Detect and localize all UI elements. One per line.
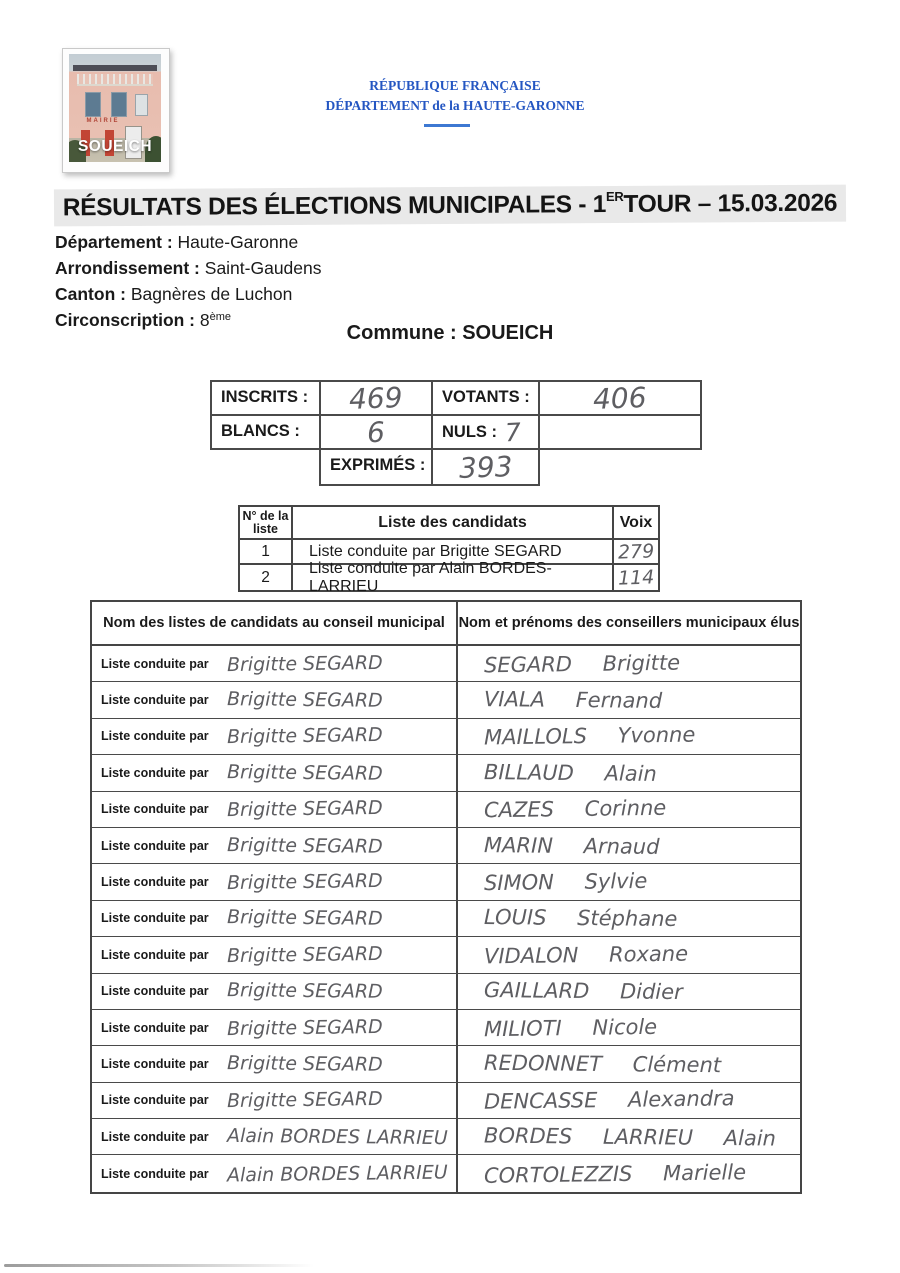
elected-name-handwritten: LOUIS Stéphane: [483, 905, 678, 932]
list-cell: [92, 682, 458, 717]
votes-handwritten-value: 279: [617, 539, 655, 564]
lists-table-header: [240, 507, 658, 540]
votes-handwritten-value: 114: [617, 565, 655, 590]
list-name: Liste conduite par Alain BORDES-LARRIEU: [293, 565, 614, 590]
table-row: [92, 719, 800, 755]
elected-cell: [458, 864, 800, 899]
list-prefix: Liste conduite par: [101, 984, 209, 999]
list-prefix: Liste conduite par: [101, 838, 209, 853]
photo-caption: SOUEICH: [77, 138, 153, 155]
document-metadata: [55, 229, 322, 336]
inscrits-handwritten-value: 469: [348, 380, 404, 416]
table-row: [92, 1155, 800, 1191]
departement-line: [55, 229, 322, 255]
elected-cell: [458, 755, 800, 790]
elected-cell: [458, 828, 800, 863]
list-prefix: Liste conduite par: [101, 1020, 209, 1035]
elected-cell: [458, 646, 800, 681]
arrondissement-value: Saint-Gaudens: [204, 258, 322, 278]
col-header-list-name: Liste des candidats: [293, 507, 614, 538]
arrondissement-label: Arrondissement :: [55, 258, 200, 278]
table-row: [92, 828, 800, 864]
list-leader-handwritten: Brigitte SEGARD: [226, 906, 383, 931]
elected-councillors-table: [90, 600, 802, 1194]
list-leader-handwritten: Brigitte SEGARD: [226, 688, 383, 712]
list-cell: [92, 864, 458, 899]
list-prefix: Liste conduite par: [101, 1093, 209, 1108]
elected-cell: [458, 682, 800, 717]
list-prefix: Liste conduite par: [101, 911, 209, 926]
elected-cell: [458, 792, 800, 827]
title-superscript: ER: [605, 188, 624, 205]
col-header-list-number: N° de la liste: [240, 507, 293, 538]
list-cell: [92, 719, 458, 754]
col-header-list-names: Nom des listes de candidats au conseil municipal: [92, 602, 458, 644]
table-row: [92, 1046, 800, 1082]
votes-cell: [614, 565, 658, 590]
list-leader-handwritten: Brigitte SEGARD: [226, 942, 383, 967]
list-prefix: Liste conduite par: [101, 875, 209, 890]
arrondissement-line: [55, 255, 322, 281]
list-leader-handwritten: Brigitte SEGARD: [226, 869, 383, 895]
nuls-handwritten-value: 7: [504, 417, 522, 447]
elected-name-handwritten: CORTOLEZZIS Marielle: [483, 1159, 747, 1188]
commune-photo: [62, 48, 170, 173]
title-text-suffix: TOUR – 15.03.2026: [623, 189, 838, 218]
table-row: [92, 864, 800, 900]
list-leader-handwritten: Brigitte SEGARD: [226, 1052, 383, 1076]
list-prefix: Liste conduite par: [101, 1166, 209, 1181]
balcony-shape: [77, 74, 153, 86]
elected-cell: [458, 1010, 800, 1045]
scan-artifact-line: [4, 1264, 314, 1267]
main-table-header: [92, 602, 800, 646]
list-cell: [92, 901, 458, 936]
departement-label: Département :: [55, 232, 173, 252]
list-prefix: Liste conduite par: [101, 693, 209, 708]
exprimes-label-cell: EXPRIMÉS :: [319, 448, 433, 486]
elected-cell: [458, 1119, 800, 1154]
window-shape: [85, 92, 101, 117]
exprimes-value-cell: [431, 448, 540, 486]
departement-value: Haute-Garonne: [177, 232, 299, 252]
list-leader-handwritten: Brigitte SEGARD: [226, 651, 383, 676]
col-header-votes: Voix: [619, 513, 653, 531]
elected-cell: [458, 1155, 800, 1191]
list-leader-handwritten: Alain BORDES LARRIEU: [226, 1161, 448, 1187]
elected-name-handwritten: MARIN Arnaud: [483, 832, 660, 859]
elected-name-handwritten: GAILLARD Didier: [483, 978, 683, 1005]
elected-name-handwritten: VIDALON Roxane: [483, 941, 689, 969]
elected-name-handwritten: SEGARD Brigitte: [483, 650, 681, 678]
canton-label: Canton :: [55, 284, 126, 304]
list-leader-handwritten: Brigitte SEGARD: [226, 1015, 383, 1040]
table-row: [92, 1083, 800, 1119]
col-header-elected-names: Nom et prénoms des conseillers municipaux élus: [458, 615, 800, 631]
elected-name-handwritten: SIMON Sylvie: [483, 868, 648, 896]
list-number: 2: [240, 565, 293, 590]
elected-cell: [458, 901, 800, 936]
elected-name-handwritten: MILIOTI Nicole: [483, 1014, 658, 1041]
blancs-handwritten-value: 6: [366, 415, 386, 449]
mairie-sign: MAIRIE: [86, 118, 120, 124]
list-leader-handwritten: Brigitte SEGARD: [226, 833, 383, 858]
elected-name-handwritten: CAZES Corinne: [483, 795, 667, 823]
list-leader-handwritten: Brigitte SEGARD: [226, 797, 383, 822]
inscrits-value-cell: [319, 380, 433, 416]
republic-header: [240, 76, 670, 116]
list-prefix: Liste conduite par: [101, 729, 209, 744]
list-cell: [92, 1046, 458, 1081]
header-divider-line: [424, 124, 470, 127]
circonscription-value: 8: [199, 310, 210, 330]
votes-cell: [614, 540, 658, 563]
votants-handwritten-value: 406: [592, 380, 648, 416]
elected-cell: [458, 1046, 800, 1081]
nuls-cell: [431, 414, 540, 450]
list-cell: [92, 792, 458, 827]
elected-name-handwritten: REDONNET Clément: [483, 1050, 722, 1078]
list-prefix: Liste conduite par: [101, 947, 209, 962]
circonscription-label: Circonscription :: [55, 310, 196, 330]
republic-line1: RÉPUBLIQUE FRANÇAISE: [369, 78, 541, 93]
table-row: [92, 682, 800, 718]
table-row: [92, 646, 800, 682]
list-cell: [92, 755, 458, 790]
table-row: [92, 755, 800, 791]
list-cell: [92, 1083, 458, 1118]
exprimes-handwritten-value: 393: [458, 449, 513, 485]
list-name: Liste conduite par Brigitte SEGARD: [293, 540, 614, 563]
list-leader-handwritten: Brigitte SEGARD: [226, 979, 383, 1004]
title-text: RÉSULTATS DES ÉLECTIONS MUNICIPALES - 1: [62, 190, 607, 221]
blancs-value-cell: [319, 414, 433, 450]
commune-title: Commune : SOUEICH: [346, 322, 554, 344]
canton-line: [55, 281, 322, 307]
elected-cell: [458, 974, 800, 1009]
elected-name-handwritten: VIALA Fernand: [483, 687, 663, 714]
list-number: 1: [240, 540, 293, 563]
table-row: [92, 1010, 800, 1046]
list-cell: [92, 1010, 458, 1045]
list-cell: [92, 937, 458, 972]
list-prefix: Liste conduite par: [101, 802, 209, 817]
circonscription-superscript: ème: [209, 311, 232, 323]
elected-cell: [458, 1083, 800, 1118]
table-row: [92, 901, 800, 937]
roof-shape: [73, 65, 157, 71]
list-prefix: Liste conduite par: [101, 1056, 209, 1071]
table-row: [240, 559, 658, 595]
list-cell: [92, 1155, 458, 1191]
list-leader-handwritten: Brigitte SEGARD: [226, 724, 383, 749]
elected-name-handwritten: MAILLOLS Yvonne: [483, 722, 696, 750]
elected-cell: [458, 719, 800, 754]
votants-label-cell: VOTANTS :: [431, 380, 540, 416]
list-prefix: Liste conduite par: [101, 656, 209, 671]
canton-value: Bagnères de Luchon: [130, 284, 293, 304]
inscrits-label-cell: INSCRITS :: [210, 380, 321, 416]
list-cell: [92, 974, 458, 1009]
list-prefix: Liste conduite par: [101, 765, 209, 780]
elected-name-handwritten: BORDES LARRIEU Alain: [483, 1123, 777, 1151]
table-row: [92, 1119, 800, 1155]
table-row: [92, 792, 800, 828]
document-title: [54, 185, 846, 227]
list-cell: [92, 1119, 458, 1154]
elected-cell: [458, 937, 800, 972]
table-row: [92, 937, 800, 973]
votants-value-cell: [538, 380, 702, 416]
empty-cell: [538, 414, 702, 450]
list-cell: [92, 646, 458, 681]
list-cell: [92, 828, 458, 863]
table-row: [92, 974, 800, 1010]
list-leader-handwritten: Brigitte SEGARD: [226, 1088, 383, 1113]
nuls-label: NULS :: [442, 422, 497, 441]
mairie-building-image: [69, 54, 161, 162]
list-leader-handwritten: Brigitte SEGARD: [226, 761, 383, 785]
window-shape: [111, 92, 127, 117]
candidate-lists-table: [238, 505, 660, 595]
list-prefix: Liste conduite par: [101, 1129, 209, 1144]
window-shape: [135, 94, 148, 116]
blancs-label-cell: BLANCS :: [210, 414, 321, 450]
elected-name-handwritten: DENCASSE Alexandra: [483, 1086, 735, 1115]
elected-name-handwritten: BILLAUD Alain: [483, 759, 657, 786]
list-leader-handwritten: Alain BORDES LARRIEU: [226, 1124, 448, 1149]
republic-line2: DÉPARTEMENT de la HAUTE-GARONNE: [325, 98, 585, 113]
